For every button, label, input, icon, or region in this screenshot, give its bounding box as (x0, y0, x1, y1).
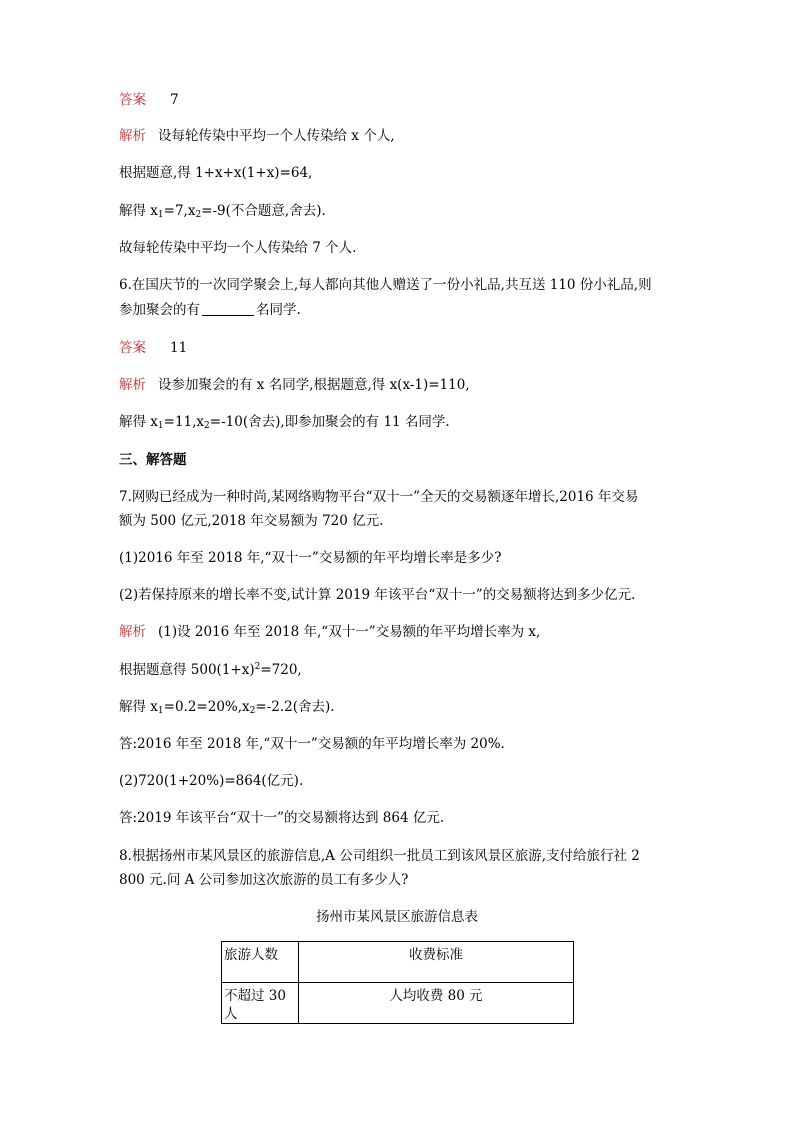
table-cell: 不超过 30 人 (222, 983, 299, 1024)
q7-part1: (1)2016 年至 2018 年,“双十一”交易额的年平均增长率是多少? (119, 550, 502, 566)
analysis-text: 设参加聚会的有 x 名同学,根据题意,得 x(x-1)=110, (158, 377, 470, 393)
solve-prefix: 解得 x (119, 414, 158, 430)
q7-answer1: 答:2016 年至 2018 年,“双十一”交易额的年平均增长率为 20%. (119, 736, 505, 752)
x2-value: =-9(不合题意,舍去). (201, 203, 326, 219)
table-cell: 人均收费 80 元 (299, 983, 574, 1024)
q6-answer-line (119, 339, 187, 357)
q5-answer-line (119, 91, 179, 109)
table-header-cell: 旅游人数 (222, 942, 299, 983)
x1-value: =0.2=20%,x (163, 699, 250, 715)
q5-conclusion: 故每轮传染中平均一个人传染给 7 个人. (119, 240, 357, 256)
q6-solution (119, 413, 450, 431)
equation-prefix: 根据题意得 500(1+x) (119, 662, 255, 678)
q8-stem-line1: 8.根据扬州市某风景区的旅游信息,A 公司组织一批员工到该风景区旅游,支付给旅行社 2 (119, 848, 640, 864)
analysis-label: 解析 (119, 128, 146, 144)
analysis-label: 解析 (119, 377, 146, 393)
table-row (222, 983, 574, 1024)
q6-stem-line2 (119, 301, 301, 319)
q7-stem-line1: 7.网购已经成为一种时尚,某网络购物平台“双十一”全天的交易额逐年增长,2016 年交易 (119, 489, 639, 505)
q7-part2: (2)若保持原来的增长率不变,试计算 2019 年该平台“双十一”的交易额将达到多少亿元. (119, 587, 636, 603)
x2-value: =-2.2(舍去). (255, 699, 335, 715)
table-caption: 扬州市某风景区旅游信息表 (316, 909, 478, 925)
q7-stem-line2: 额为 500 亿元,2018 年交易额为 720 亿元. (119, 513, 384, 529)
q7-solution (119, 698, 335, 716)
solve-prefix: 解得 x (119, 203, 158, 219)
x1-subscript: 1 (157, 421, 164, 431)
answer-value: 11 (170, 340, 188, 356)
x2-subscript: 2 (249, 706, 256, 716)
analysis-label: 解析 (119, 624, 146, 640)
x2-subscript: 2 (195, 210, 202, 220)
q8-stem-line2: 800 元.问 A 公司参加这次旅游的员工有多少人? (119, 872, 409, 888)
q6-stem-line1: 6.在国庆节的一次同学聚会上,每人都向其他人赠送了一份小礼品,共互送 110 份小礼品,则 (119, 277, 652, 293)
x2-value: =-10(舍去),即参加聚会的有 11 名同学. (209, 414, 450, 430)
q5-equation: 根据题意,得 1+x+x(1+x)=64, (119, 165, 313, 181)
tourism-info-table (221, 941, 574, 1024)
q7-calc2: (2)720(1+20%)=864(亿元). (119, 773, 304, 789)
table-header-cell: 收费标准 (299, 942, 574, 983)
q5-solution (119, 202, 326, 220)
q6-stem-after-blank: 名同学. (256, 302, 301, 318)
answer-label: 答案 (119, 340, 146, 356)
x1-subscript: 1 (157, 706, 164, 716)
analysis-text: 设每轮传染中平均一个人传染给 x 个人, (158, 128, 395, 144)
analysis-text: (1)设 2016 年至 2018 年,“双十一”交易额的年平均增长率为 x, (158, 624, 541, 640)
x1-subscript: 1 (157, 210, 164, 220)
q7-equation (119, 661, 302, 679)
equation-exponent: 2 (254, 662, 261, 672)
section-heading: 三、解答题 (119, 452, 187, 468)
x2-subscript: 2 (204, 421, 210, 431)
answer-value: 7 (170, 92, 179, 108)
equation-suffix: =720, (260, 662, 302, 678)
x1-value: =11,x (163, 414, 205, 430)
x1-value: =7,x (163, 203, 196, 219)
q6-analysis-line (119, 376, 470, 394)
table-header-row (222, 942, 574, 983)
solve-prefix: 解得 x (119, 699, 158, 715)
q7-answer2: 答:2019 年该平台“双十一”的交易额将达到 864 亿元. (119, 810, 445, 826)
answer-label: 答案 (119, 92, 146, 108)
q7-analysis-line (119, 623, 540, 641)
q6-stem-before-blank: 参加聚会的有 (119, 302, 200, 318)
q5-analysis-line (119, 127, 395, 145)
answer-blank (202, 302, 254, 316)
